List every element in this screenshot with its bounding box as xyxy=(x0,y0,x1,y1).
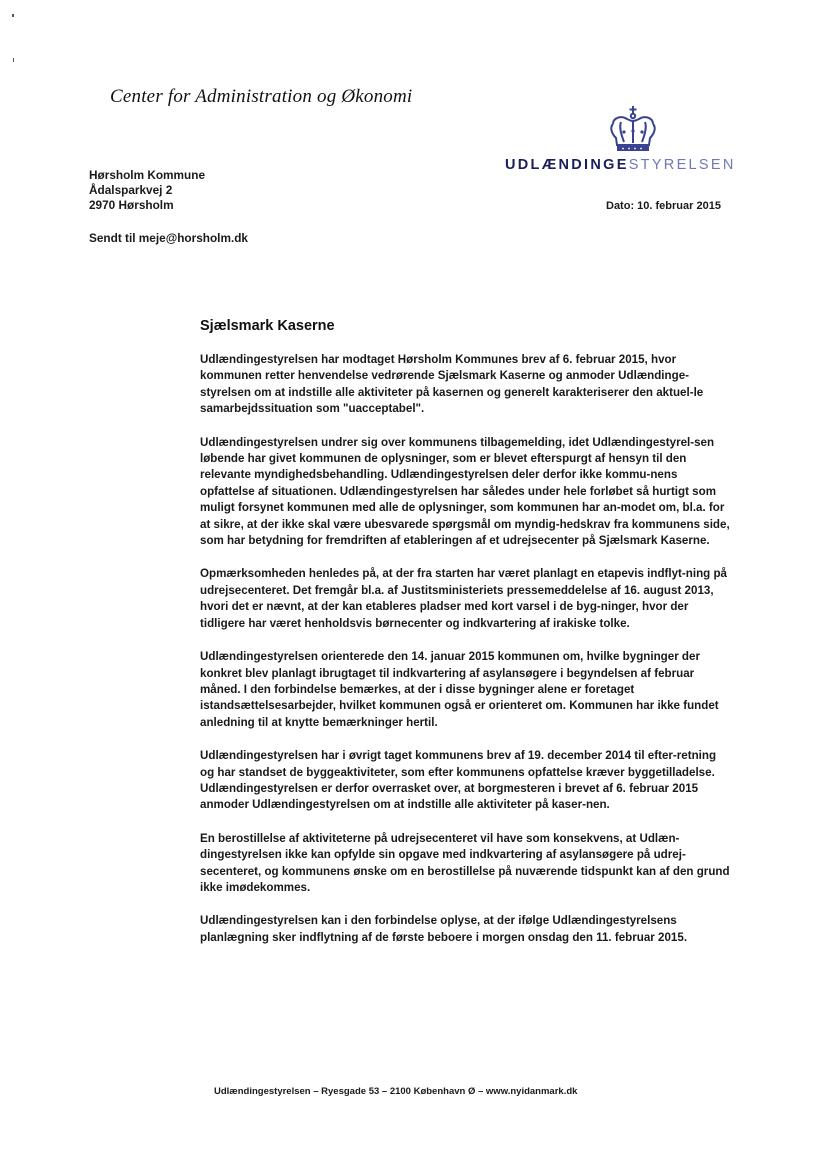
paragraph: Udlændingestyrelsen har i øvrigt taget kommunens brev af 19. december 2014 til efter-retning og har standset de byggeaktiviteter, som efter kommunens opfattelse kræver byggetilladelse. Udlændingestyrelsen er derfor overrasket over, at borgmesteren i brevet af 6. februar 2015 anmoder Udlændingestyrelsen om at indstille alle aktiviteter på kaser-nen. xyxy=(200,749,717,812)
page-footer: Udlændingestyrelsen – Ryesgade 53 – 2100 København Ø – www.nyidanmark.dk xyxy=(214,1086,578,1097)
paragraph: Udlændingestyrelsen kan i den forbindelse oplyse, at der ifølge Udlændingestyrelsens planlægning sker indflytning af de første beboere i morgen onsdag den 11. februar 2015. xyxy=(200,914,688,944)
scan-speck xyxy=(13,58,14,62)
handwritten-department-note: Center for Administration og Økonomi xyxy=(110,86,413,107)
paragraph: Opmærksomheden henledes på, at der fra starten har været planlagt en etapevis indflyt-ning på udrejsecenteret. Det fremgår bl.a. af Justitsministeriets pressemeddelelse af 16. august 2013, hvori det er nævnt, at der kan etableres pladser med kort varsel i de byg-ninger, hvor der tidligere har været henholdsvis børnecenter og indkvartering af irakiske tolke. xyxy=(200,567,728,630)
paragraph: En berostillelse af aktiviteterne på udrejsecenteret vil have som konsekvens, at Udlæn-dingestyrelsen ikke kan opfylde sin opgave med indkvartering af asylansøgere på udrej-secenteret, og kommunens ønske om en berostillelse på nuværende tidspunkt kan af den grund ikke imødekommes. xyxy=(200,831,730,894)
crown-icon xyxy=(607,105,659,153)
scan-speck xyxy=(12,14,14,17)
recipient-address xyxy=(89,168,205,213)
recipient-name: Hørsholm Kommune xyxy=(89,168,206,182)
paragraph: Udlændingestyrelsen har modtaget Hørsholm Kommunes brev af 6. februar 2015, hvor kommunen retter henvendelse vedrørende Sjælsmark Kaserne og anmoder Udlændinge-styrelsen om at indstille alle aktiviteter på kasernen og generelt karakteriserer den aktuel-le samarbejdssituation som "uacceptabel". xyxy=(200,353,704,416)
recipient-city: 2970 Hørsholm xyxy=(89,198,174,212)
letter-date: Dato: 10. februar 2015 xyxy=(606,200,721,212)
agency-name xyxy=(505,157,755,173)
paragraph: Udlændingestyrelsen undrer sig over kommunens tilbagemelding, idet Udlændingestyrel-sen løbende har givet kommunen de oplysninger, som er blevet efterspurgt af hensyn til den relevante myndighedsbehandling. Udlændingestyrelsen deler derfor ikke kommu-nens opfattelse af situationen. Udlændingestyrelsen har således under hele forløbet så hurtigt som muligt forsynet kommunen med alle de oplysninger, som kommunen har an-modet om, bl.a. for at sikre, at der ikke skal være ubesvarede spørgsmål om myndig-hedskrav fra kommunens side, som har betydning for fremdriften af etableringen af et udrejsecenter på Sjælsmark Kaserne. xyxy=(200,435,730,548)
agency-name-bold: UDLÆNDINGE xyxy=(505,157,629,173)
recipient-street: Ådalsparkvej 2 xyxy=(89,183,173,197)
agency-name-light: STYRELSEN xyxy=(628,157,736,173)
paragraph: Udlændingestyrelsen orienterede den 14. januar 2015 kommunen om, hvilke bygninger der konkret blev planlagt ibrugtaget til indkvartering af asylansøgere i begyndelsen af februar måned. I den forbindelse bemærkes, at der i disse bygninger alene er foretaget istandsættelsesarbejder, hvilket kommunen også er orienteret om. Kommunen har ikke fundet anledning til at knytte bemærkninger hertil. xyxy=(200,650,719,729)
letter-title: Sjælsmark Kaserne xyxy=(200,318,335,334)
letter-body xyxy=(200,352,730,963)
sent-to-line: Sendt til meje@horsholm.dk xyxy=(89,231,248,245)
